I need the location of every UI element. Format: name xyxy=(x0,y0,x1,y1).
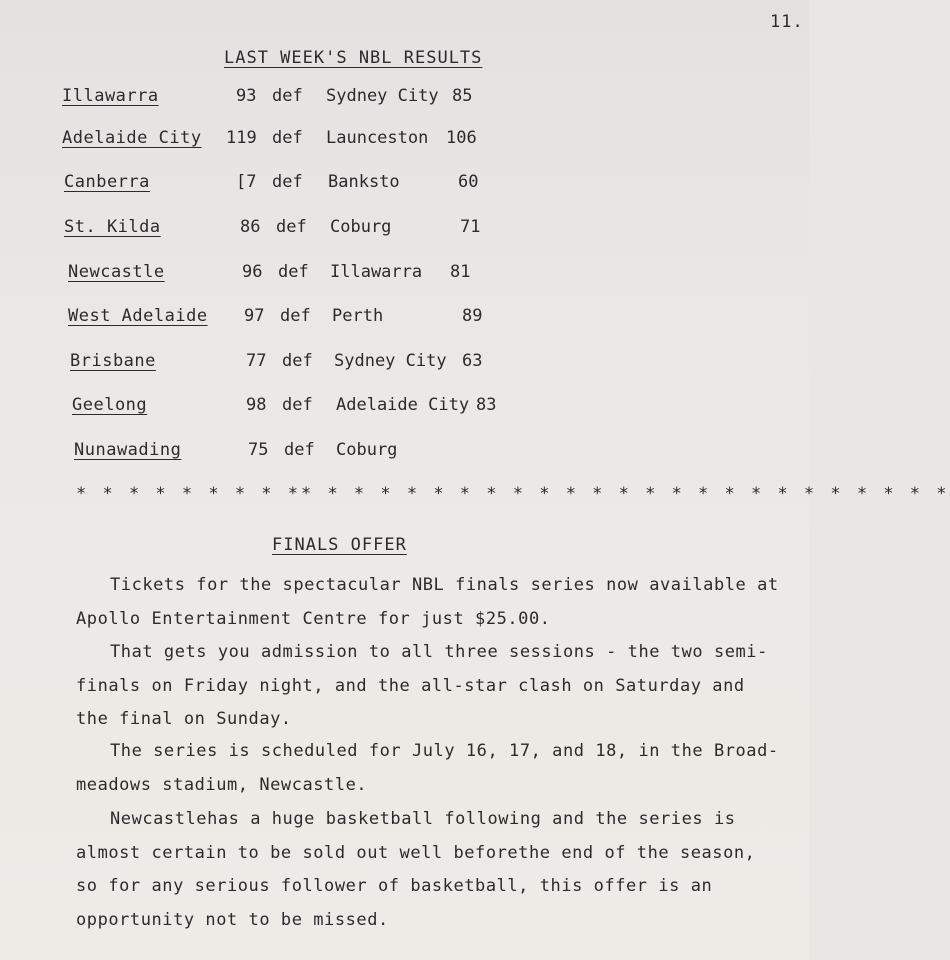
winner-team: Newcastle xyxy=(68,262,165,282)
loser-team: Adelaide City xyxy=(336,395,470,415)
def-text: def xyxy=(282,351,313,371)
winner-team: Brisbane xyxy=(70,351,156,371)
loser-score: 89 xyxy=(462,306,483,326)
finals-heading: FINALS OFFER xyxy=(272,535,407,555)
paragraph-line: finals on Friday night, and the all-star clash on Saturday and xyxy=(76,675,745,696)
loser-score: 85 xyxy=(452,86,473,106)
def-text: def xyxy=(276,217,307,237)
loser-team: Illawarra xyxy=(330,262,423,282)
loser-score: 63 xyxy=(462,351,483,371)
paragraph-line: Newcastlehas a huge basketball following and the series is xyxy=(110,809,736,829)
loser-score: 71 xyxy=(460,217,481,237)
paragraph-line: the final on Sunday. xyxy=(76,709,292,729)
paragraph-line: almost certain to be sold out well beforethe end of the season, xyxy=(76,842,756,863)
winner-score: 93 xyxy=(236,86,257,106)
paragraph-line: That gets you admission to all three sessions - the two semi- xyxy=(110,642,768,662)
winner-team: Canberra xyxy=(64,172,150,192)
winner-team: St. Kilda xyxy=(64,217,161,237)
winner-score: 96 xyxy=(242,262,263,282)
finals-paragraph xyxy=(76,636,796,737)
results-heading: LAST WEEK'S NBL RESULTS xyxy=(224,48,483,68)
page-number: 11. xyxy=(770,12,804,32)
winner-score: 77 xyxy=(246,351,267,371)
winner-score: 86 xyxy=(240,217,261,237)
paragraph-line: Tickets for the spectacular NBL finals series now available at xyxy=(110,575,779,595)
finals-paragraph xyxy=(76,569,796,636)
winner-score: 98 xyxy=(246,395,267,415)
winner-team: Illawarra xyxy=(62,86,159,106)
winner-team: Nunawading xyxy=(74,440,182,460)
winner-score: 75 xyxy=(248,440,269,460)
loser-score: 81 xyxy=(450,262,471,282)
loser-team: Coburg xyxy=(336,440,398,460)
def-text: def xyxy=(272,128,303,148)
paragraph-line: opportunity not to be missed. xyxy=(76,909,389,930)
paragraph-line: Apollo Entertainment Centre for just $25.00. xyxy=(76,608,551,629)
loser-score: 83 xyxy=(476,395,497,415)
loser-team: Coburg xyxy=(330,217,392,237)
winner-score: 97 xyxy=(244,306,265,326)
loser-team: Banksto xyxy=(328,172,400,192)
loser-score: 60 xyxy=(458,172,479,192)
loser-score: 106 xyxy=(446,128,477,148)
paragraph-line: The series is scheduled for July 16, 17, and 18, in the Broad- xyxy=(110,741,779,761)
winner-team: Geelong xyxy=(72,395,148,415)
asterisk-separator: * * * * * * * * ** * * * * * * * * * * * * * * * * * * * * * * * * xyxy=(76,484,950,504)
winner-score: 119 xyxy=(226,128,257,148)
finals-paragraph xyxy=(76,735,796,802)
def-text: def xyxy=(282,395,313,415)
paragraph-line: meadows stadium, Newcastle. xyxy=(76,774,368,795)
winner-team: West Adelaide xyxy=(68,306,208,326)
loser-team: Perth xyxy=(332,306,384,326)
def-text: def xyxy=(272,86,303,106)
winner-score: [7 xyxy=(236,172,257,192)
finals-paragraph xyxy=(76,803,796,937)
def-text: def xyxy=(278,262,309,282)
def-text: def xyxy=(272,172,303,192)
def-text: def xyxy=(284,440,315,460)
winner-team: Adelaide City xyxy=(62,128,202,148)
loser-team: Sydney City xyxy=(326,86,439,106)
def-text: def xyxy=(280,306,311,326)
loser-team: Launceston xyxy=(326,128,429,148)
loser-team: Sydney City xyxy=(334,351,447,371)
paragraph-line: so for any serious follower of basketball, this offer is an xyxy=(76,876,713,896)
